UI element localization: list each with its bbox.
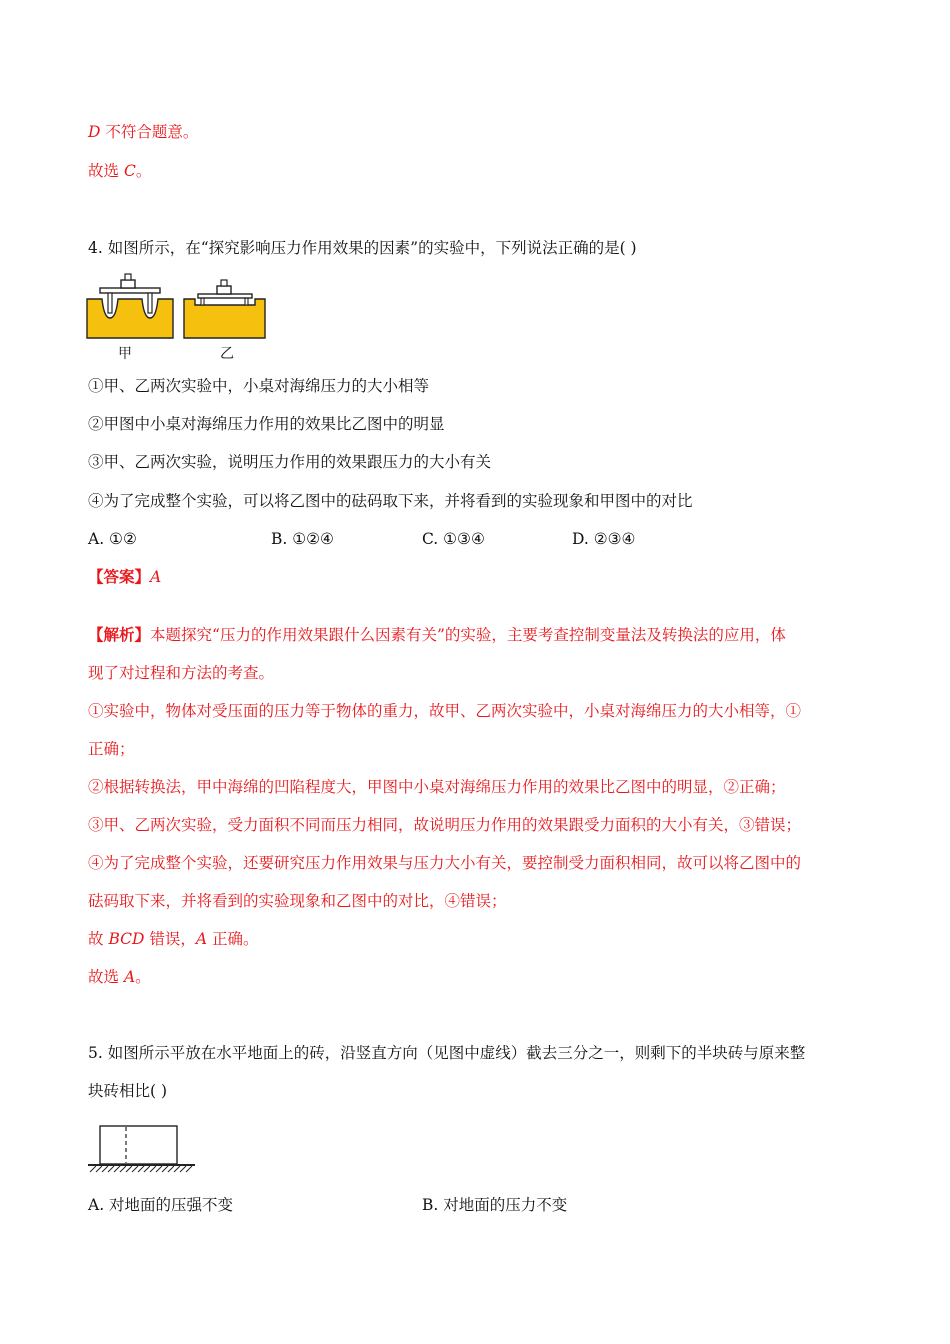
q5-option-a[interactable]: A. 对地面的压强不变: [88, 1196, 234, 1214]
final-suffix: 。: [135, 968, 151, 986]
q4-figure-label-jia: 甲: [118, 346, 132, 362]
q5-option-b[interactable]: B. 对地面的压力不变: [422, 1196, 568, 1214]
answer-value: A: [150, 568, 162, 586]
q4-figure-yi: [183, 268, 267, 340]
final-letter: A: [123, 968, 136, 986]
q4-statement-3: ③甲、乙两次实验，说明压力作用的效果跟压力的大小有关: [88, 453, 492, 471]
q4-figure-jia: [86, 268, 174, 340]
q4-final-choice: [88, 966, 151, 988]
conclusion-wrong-letters: BCD: [108, 930, 145, 948]
q5-stem-line-2: 块砖相比( ): [88, 1082, 168, 1100]
q4-analysis-line-5: ②根据转换法，甲中海绵的凹陷程度大，甲图中小桌对海绵压力作用的效果比乙图中的明显，②正确；: [88, 778, 786, 796]
answer-label: 【答案】: [88, 567, 151, 586]
q4-answer: [88, 566, 161, 588]
q4-option-b[interactable]: B. ①②④: [271, 530, 334, 548]
prev-answer-line-2: [88, 160, 151, 182]
q4-analysis-line-7: ④为了完成整个实验，还要研究压力作用效果与压力大小有关，要控制受力面积相同，故可以将乙图中的: [88, 854, 802, 872]
q4-option-a[interactable]: A. ①②: [88, 530, 137, 548]
q4-stem: 4. 如图所示，在“探究影响压力作用效果的因素”的实验中，下列说法正确的是( ): [88, 239, 637, 257]
prev-answer-line-1: [88, 121, 198, 143]
prev-option-letter: D: [88, 123, 101, 141]
prev-line2-letter: C: [123, 162, 136, 180]
q4-analysis-line-6: ③甲、乙两次实验，受力面积不同而压力相同，故说明压力作用的效果跟受力面积的大小有关，③错误；: [88, 816, 802, 834]
q4-option-c[interactable]: C. ①③④: [422, 530, 485, 548]
q4-option-d[interactable]: D. ②③④: [572, 530, 636, 548]
q4-figure-label-yi: 乙: [220, 346, 234, 362]
q4-statement-2: ②甲图中小桌对海绵压力作用的效果比乙图中的明显: [88, 415, 445, 433]
q4-conclusion: [88, 928, 258, 950]
analysis-label: 【解析】: [88, 625, 151, 644]
q5-stem-line-1: 5. 如图所示平放在水平地面上的砖，沿竖直方向（见图中虚线）截去三分之一，则剩下的半块砖与原来整: [88, 1044, 806, 1062]
prev-line2-prefix: 故选: [88, 162, 124, 180]
q5-brick-figure: [86, 1124, 198, 1176]
final-prefix: 故选: [88, 968, 124, 986]
q4-analysis-line-4: 正确；: [88, 740, 135, 758]
conclusion-right-letter: A: [195, 930, 208, 948]
analysis-text: 本题探究“压力的作用效果跟什么因素有关”的实验，主要考查控制变量法及转换法的应用，体: [150, 626, 786, 644]
q4-analysis-line-1: [88, 624, 786, 646]
prev-line1-text: 不符合题意。: [100, 123, 199, 141]
q4-analysis-line-8: 砝码取下来，并将看到的实验现象和乙图中的对比，④错误；: [88, 892, 507, 910]
conclusion-mid: 错误，: [144, 930, 196, 948]
q4-statement-1: ①甲、乙两次实验中，小桌对海绵压力的大小相等: [88, 377, 430, 395]
prev-line2-suffix: 。: [135, 162, 152, 180]
q4-statement-4: ④为了完成整个实验，可以将乙图中的砝码取下来，并将看到的实验现象和甲图中的对比: [88, 492, 693, 510]
conclusion-suffix: 正确。: [207, 930, 259, 948]
q4-analysis-line-3: ①实验中，物体对受压面的压力等于物体的重力，故甲、乙两次实验中，小桌对海绵压力的大小相等，①: [88, 702, 802, 720]
conclusion-prefix: 故: [88, 930, 109, 948]
q4-analysis-line-2: 现了对过程和方法的考查。: [88, 664, 275, 682]
